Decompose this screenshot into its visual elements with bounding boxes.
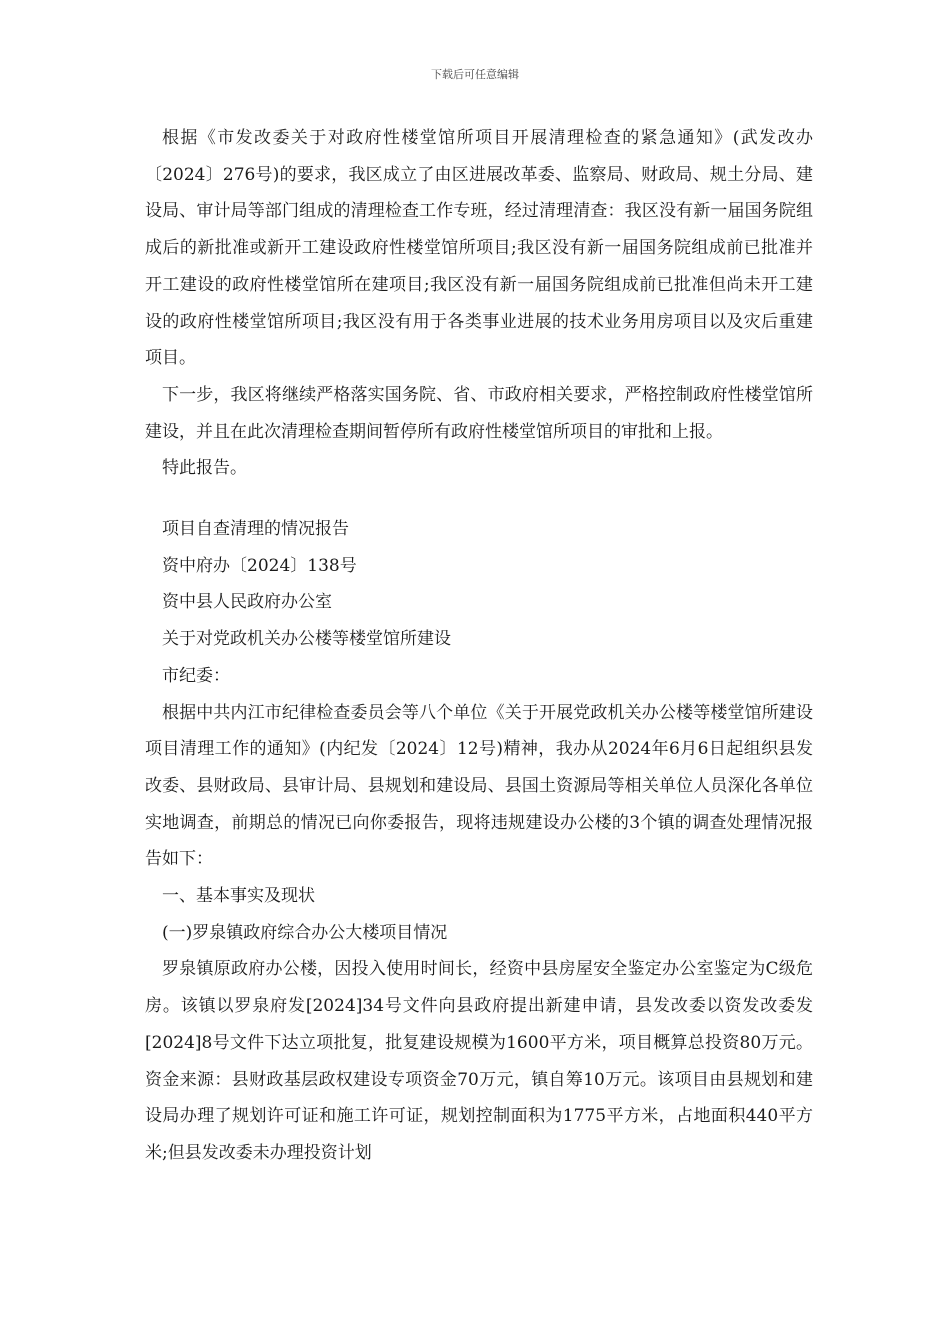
page-header: 下载后可任意编辑 [431,68,519,81]
paragraph-inspection-summary: 根据《市发改委关于对政府性楼堂馆所项目开展清理检查的紧急通知》(武发改办〔2024〕276号)的要求，我区成立了由区进展改革委、监察局、财政局、规土分局、建设局、审计局等部门组成的清理检查工作专班，经过清理清查：我区没有新一届国务院组成后的新批准或新开工建设政府性楼堂馆所项目;我区没有新一届国务院组成前已批准并开工建设的政府性楼堂馆所在建项目;我区没有新一届国务院组成前已批准但尚未开工建设的政府性楼堂馆所项目;我区没有用于各类事业进展的技术业务用房项目以及灾后重建项目。 [145,128,813,369]
section-heading-facts: 一、基本事实及现状 [162,886,315,907]
paragraph-next-steps: 下一步，我区将继续严格落实国务院、省、市政府相关要求，严格控制政府性楼堂馆所建设，并且在此次清理检查期间暂停所有政府性楼堂馆所项目的审批和上报。 [145,384,813,442]
paragraph-background: 根据中共内江市纪律检查委员会等八个单位《关于开展党政机关办公楼等楼堂馆所建设项目清理工作的通知》(内纪发〔2024〕12号)精神，我办从2024年6月6日起组织县发改委、县财政局、县审计局、县规划和建设局、县国土资源局等相关单位人员深化各单位实地调查，前期总的情况已向你委报告，现将违规建设办公楼的3个镇的调查处理情况报告如下： [145,702,813,870]
paragraph-luoquan-details: 罗泉镇原政府办公楼，因投入使用时间长，经资中县房屋安全鉴定办公室鉴定为C级危房。该镇以罗泉府发[2024]34号文件向县政府提出新建申请，县发改委以资发改委发[2024]8号文件下达立项批复，批复建设规模为1600平方米，项目概算总投资80万元。资金来源：县财政基层政权建设专项资金70万元，镇自筹10万元。该项目由县规划和建设局办理了规划许可证和施工许可证，规划控制面积为1775平方米，占地面积440平方米;但县发改委未办理投资计划 [145,959,813,1163]
subsection-heading-luoquan: (一)罗泉镇政府综合办公大楼项目情况 [162,922,448,943]
paragraph-closing: 特此报告。 [162,458,247,479]
document-number: 资中府办〔2024〕138号 [162,555,357,576]
document-body [145,120,813,1172]
section-gap [145,487,813,511]
addressee: 市纪委： [162,665,230,686]
report-title: 项目自查清理的情况报告 [162,519,349,540]
report-subject: 关于对党政机关办公楼等楼堂馆所建设 [162,629,451,650]
issuing-office: 资中县人民政府办公室 [162,592,332,613]
